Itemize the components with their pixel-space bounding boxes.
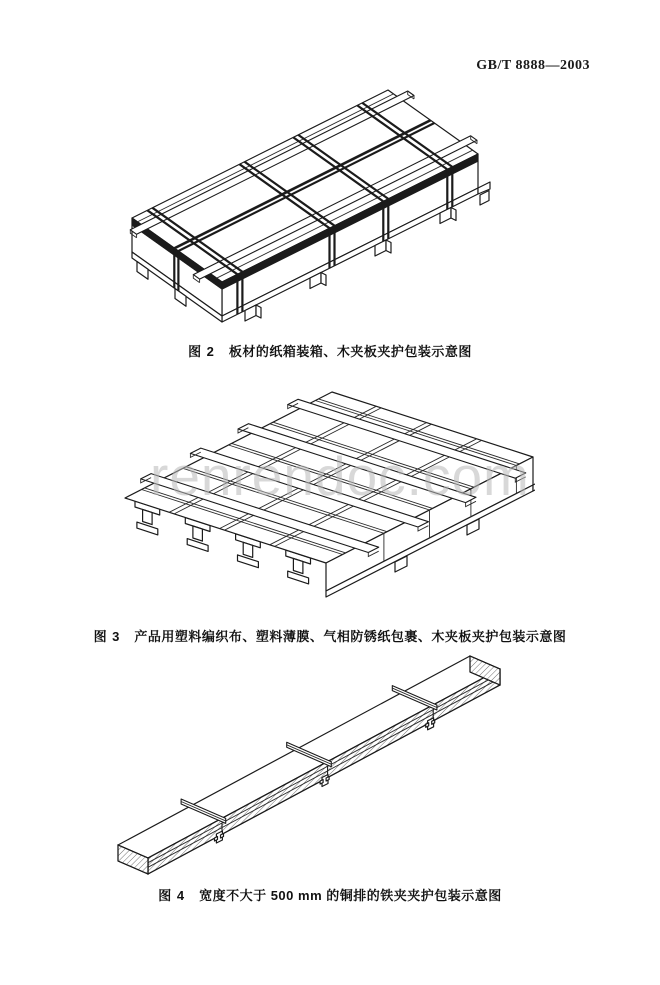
wrapped-bundles-isometric-drawing (95, 385, 535, 620)
figure-4-drawing (105, 648, 505, 878)
stack-layers-hatching (148, 669, 500, 874)
crate-on-pallet-isometric-drawing (105, 83, 515, 335)
figure-4-caption: 图 4 宽度不大于 500 mm 的铜排的铁夹夹护包装示意图 (158, 888, 502, 903)
figure-2-label: 图 2 (188, 344, 215, 359)
figure-4-label: 图 4 (158, 888, 186, 903)
standard-code: GB/T 8888—2003 (476, 58, 590, 73)
figure-3-label: 图 3 (93, 629, 121, 644)
figure-2-drawing (105, 83, 515, 335)
figure-2-caption: 图 2 板材的纸箱装箱、木夹板夹护包装示意图 (188, 344, 472, 359)
watermark-text: renrendoc.com (150, 445, 530, 507)
figure-3-drawing (95, 385, 535, 620)
figure-3-caption: 图 3 产品用塑料编织布、塑料薄膜、气相防锈纸包裹、木夹板夹护包装示意图 (93, 629, 567, 644)
bar-stack-isometric-drawing (105, 648, 505, 878)
copper-bar-stack (118, 656, 500, 874)
